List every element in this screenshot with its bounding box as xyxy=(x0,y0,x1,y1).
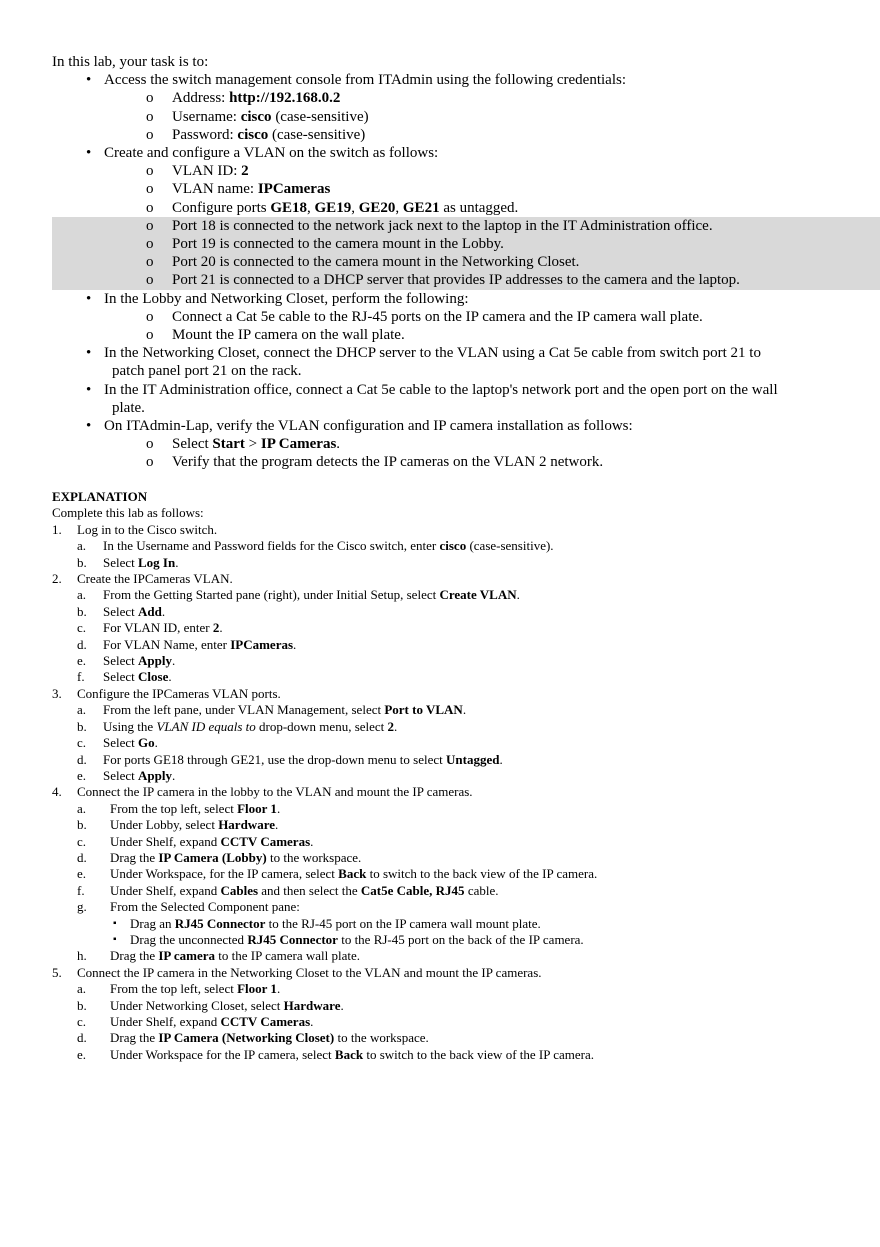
note-text: Port 18 is connected to the network jack next to the laptop in the IT Administration office. xyxy=(172,217,713,234)
substeps xyxy=(77,702,832,784)
sub-bullet: o xyxy=(146,217,154,234)
port18-note xyxy=(52,217,880,235)
text: . xyxy=(462,702,467,718)
separator: , xyxy=(307,199,315,216)
text: From the top left, select xyxy=(110,800,238,816)
step-3 xyxy=(52,686,832,784)
substep xyxy=(52,981,832,997)
note: (case-sensitive) xyxy=(268,126,366,143)
sub-bullet: o xyxy=(146,436,154,453)
sub-bullet: o xyxy=(146,236,154,253)
bold-text: Close xyxy=(138,669,169,685)
vlan-list xyxy=(104,162,832,289)
text: (case-sensitive). xyxy=(466,538,554,554)
bold-text: Back xyxy=(338,866,367,882)
task-item-verify xyxy=(52,417,832,472)
step-text: Create the IPCameras VLAN. xyxy=(77,571,233,587)
substep-letter: d. xyxy=(77,751,87,767)
text: . xyxy=(171,653,176,669)
bold-text: Cat5e Cable, RJ45 xyxy=(360,882,465,898)
bullet: • xyxy=(86,72,92,89)
bullet: • xyxy=(86,418,92,435)
username-value: cisco xyxy=(240,108,272,125)
text: . xyxy=(171,767,176,783)
substep-letter: b. xyxy=(77,997,87,1013)
text: Select xyxy=(103,735,139,751)
text: Drag an xyxy=(130,915,175,931)
substep xyxy=(52,669,832,685)
substep xyxy=(52,555,832,571)
text: . xyxy=(154,735,158,751)
substep xyxy=(52,998,832,1014)
text: Select xyxy=(103,653,139,669)
task-text-cont: plate. xyxy=(112,399,145,416)
vlan-id-value: 2 xyxy=(241,163,249,180)
credentials-list xyxy=(104,89,832,144)
bold-text: Port to VLAN xyxy=(384,702,463,718)
substep-letter: a. xyxy=(77,800,87,816)
step-4 xyxy=(52,784,832,964)
substep-letter: c. xyxy=(77,833,87,849)
text: For ports GE18 through GE21, use the drop-down menu to select xyxy=(103,751,447,767)
step-text: Verify that the program detects the IP cameras on the VLAN 2 network. xyxy=(172,454,604,471)
text: For VLAN Name, enter xyxy=(103,636,231,652)
square-bullet-icon: ▪ xyxy=(113,933,117,945)
sub-bullet: o xyxy=(146,90,154,107)
separator: > xyxy=(244,436,261,453)
label: VLAN ID: xyxy=(172,163,242,180)
text: Select xyxy=(103,669,139,685)
sub-bullet: o xyxy=(146,181,154,198)
bold-text: Log In xyxy=(138,554,176,570)
text: Under Workspace for the IP camera, select xyxy=(110,1046,335,1062)
label: Password: xyxy=(172,126,238,143)
text: Drag the xyxy=(110,849,159,865)
bold-text: Floor 1 xyxy=(237,800,277,816)
substep-letter: c. xyxy=(77,1014,87,1029)
bold-text: Add xyxy=(138,603,162,619)
substep xyxy=(52,899,832,948)
substep xyxy=(52,948,832,964)
substep xyxy=(52,850,832,866)
substeps xyxy=(77,981,832,1063)
text: Under Shelf, expand xyxy=(110,882,221,898)
substep xyxy=(52,637,832,653)
step-5 xyxy=(52,965,832,1063)
step-number: 1. xyxy=(52,521,62,537)
substeps xyxy=(77,801,832,965)
text: . xyxy=(310,1014,314,1029)
text: to the IP camera wall plate. xyxy=(215,948,361,964)
substep-letter: c. xyxy=(77,735,87,751)
label: Configure ports xyxy=(172,199,271,216)
text: Select xyxy=(103,767,139,783)
substep-letter: e. xyxy=(77,866,87,882)
note: (case-sensitive) xyxy=(271,108,369,125)
explanation-section xyxy=(52,489,832,1063)
verify-step xyxy=(52,435,832,453)
substep xyxy=(52,834,832,850)
task-item-dhcp xyxy=(52,344,832,380)
vlan-id xyxy=(52,162,832,180)
sub-bullet: o xyxy=(146,454,154,471)
step-text: Connect the IP camera in the Networking Closet to the VLAN and mount the IP cameras. xyxy=(77,964,542,980)
substep xyxy=(52,768,832,784)
text: to switch to the back view of the IP camera. xyxy=(366,866,598,882)
step-number: 5. xyxy=(52,964,62,980)
sub-bullet: o xyxy=(146,199,154,216)
substeps xyxy=(77,587,832,685)
sub-bullet: o xyxy=(146,108,154,125)
task-text: Access the switch management console from ITAdmin using the following credentials: xyxy=(104,72,626,89)
task-text: In the Lobby and Networking Closet, perform the following: xyxy=(104,290,469,307)
step-text: Connect the IP camera in the lobby to the VLAN and mount the IP cameras. xyxy=(77,784,473,800)
verify-step xyxy=(52,453,832,471)
substep-letter: d. xyxy=(77,636,87,652)
bold-text: Create VLAN xyxy=(439,587,517,603)
explanation-heading: EXPLANATION xyxy=(52,489,148,504)
substep-letter: b. xyxy=(77,603,87,619)
steps-list xyxy=(52,522,832,1063)
substep-letter: d. xyxy=(77,1030,87,1046)
task-item-laptop xyxy=(52,381,832,417)
text: Drag the xyxy=(110,948,159,964)
step-number: 3. xyxy=(52,685,62,701)
verify-list xyxy=(104,435,832,471)
step-number: 4. xyxy=(52,784,62,800)
text: to the RJ-45 port on the IP camera wall mount plate. xyxy=(265,915,541,931)
bold-text: IPCameras xyxy=(230,636,294,652)
text: . xyxy=(293,636,297,652)
bold-text: 2 xyxy=(387,718,395,734)
address-value: http://192.168.0.2 xyxy=(229,90,341,107)
bold-text: Hardware xyxy=(218,817,275,833)
text: . xyxy=(276,981,281,997)
text: . xyxy=(499,751,503,767)
step-number: 2. xyxy=(52,571,62,587)
text: to the RJ-45 port on the back of the IP camera. xyxy=(337,931,584,947)
lobby-list xyxy=(104,308,832,344)
substep-letter: b. xyxy=(77,817,87,833)
substep xyxy=(52,538,832,554)
substep-letter: f. xyxy=(77,669,85,685)
substep xyxy=(52,702,832,718)
bold-text: RJ45 Connector xyxy=(247,931,338,947)
text: and then select the xyxy=(258,882,361,898)
substep xyxy=(52,1047,832,1063)
label: Username: xyxy=(172,108,241,125)
text: . xyxy=(161,603,166,619)
text: For VLAN ID, enter xyxy=(103,620,213,636)
task-list xyxy=(52,71,832,471)
substep-letter: e. xyxy=(77,767,87,783)
bold-text: cisco xyxy=(439,538,467,554)
text: drop-down menu, select xyxy=(255,718,388,734)
text: From the top left, select xyxy=(110,981,238,997)
substep xyxy=(52,653,832,669)
text: to the workspace. xyxy=(334,1030,429,1046)
step-text: Mount the IP camera on the wall plate. xyxy=(172,327,405,344)
bold-text: Floor 1 xyxy=(237,981,277,997)
port-ge19: GE19 xyxy=(314,199,352,216)
bold-text: Apply xyxy=(138,767,172,783)
text: . xyxy=(219,620,223,636)
bold-text: RJ45 Connector xyxy=(174,915,266,931)
italic-text: VLAN ID equals to xyxy=(156,718,256,734)
bold-text: IP Camera (Networking Closet) xyxy=(158,1030,335,1046)
vlan-ports xyxy=(52,199,832,217)
bold-text: Go xyxy=(138,735,155,751)
substep xyxy=(52,801,832,817)
substep xyxy=(52,620,832,636)
task-text: Create and configure a VLAN on the switch as follows: xyxy=(104,145,439,162)
note-text: Port 19 is connected to the camera mount in the Lobby. xyxy=(172,236,504,253)
sub-sub-steps xyxy=(110,916,832,949)
substep-letter: a. xyxy=(77,981,87,997)
separator: , xyxy=(351,199,359,216)
task-text: In the Networking Closet, connect the DHCP server to the VLAN using a Cat 5e cable from switch port 21 to xyxy=(104,345,761,362)
step-2 xyxy=(52,571,832,686)
substep xyxy=(52,817,832,833)
text: . xyxy=(276,800,281,816)
label: VLAN name: xyxy=(172,181,258,198)
text: Select xyxy=(103,554,139,570)
text: . xyxy=(516,587,520,603)
sub-bullet: o xyxy=(146,163,154,180)
credential-address xyxy=(52,89,832,107)
period: . xyxy=(336,436,341,453)
bold-text: Cables xyxy=(220,882,259,898)
text: Select xyxy=(103,603,139,619)
bold-text: Apply xyxy=(138,653,172,669)
substep-letter: h. xyxy=(77,948,87,964)
substep-letter: a. xyxy=(77,702,87,718)
port19-note xyxy=(52,235,880,253)
bold-text: CCTV Cameras xyxy=(220,1014,311,1029)
substep xyxy=(52,866,832,882)
text: From the Selected Component pane: xyxy=(110,899,300,915)
text: Drag the xyxy=(110,1030,159,1046)
step-text: Log in to the Cisco switch. xyxy=(77,521,218,537)
sub-bullet: o xyxy=(146,126,154,143)
vlan-name xyxy=(52,180,832,198)
substep xyxy=(52,752,832,768)
task-item-vlan xyxy=(52,144,832,290)
text: Under Shelf, expand xyxy=(110,833,221,849)
explanation-intro: Complete this lab as follows: xyxy=(52,505,204,521)
start-label: Start xyxy=(212,436,245,453)
text: . xyxy=(275,817,279,833)
task-text: In the IT Administration office, connect a Cat 5e cable to the laptop's network port and the open port on the wall xyxy=(104,381,778,398)
sub-bullet: o xyxy=(146,254,154,271)
task-item-lobby xyxy=(52,290,832,345)
sub-bullet: o xyxy=(146,308,154,325)
task-text: On ITAdmin-Lap, verify the VLAN configuration and IP camera installation as follows: xyxy=(104,418,633,435)
text: Using the xyxy=(103,718,157,734)
port-ge20: GE20 xyxy=(358,199,396,216)
sub-sub-step xyxy=(110,932,832,948)
substep xyxy=(52,1030,832,1046)
password-value: cisco xyxy=(237,126,269,143)
square-bullet-icon: ▪ xyxy=(113,917,117,929)
note-text: Port 20 is connected to the camera mount in the Networking Closet. xyxy=(172,254,580,271)
text: Under Lobby, select xyxy=(110,817,219,833)
separator: , xyxy=(395,199,403,216)
substep-letter: b. xyxy=(77,718,87,734)
task-section xyxy=(52,53,832,472)
lobby-step xyxy=(52,308,832,326)
text: Drag the unconnected xyxy=(130,931,248,947)
text: . xyxy=(168,669,172,685)
step-text: Connect a Cat 5e cable to the RJ-45 ports on the IP camera and the IP camera wall plate. xyxy=(172,308,703,325)
text: Under Shelf, expand xyxy=(110,1014,221,1029)
bold-text: IP Camera (Lobby) xyxy=(158,849,267,865)
port21-note xyxy=(52,271,880,289)
text: . xyxy=(394,718,398,734)
note-text: Port 21 is connected to a DHCP server that provides IP addresses to the camera and the laptop. xyxy=(172,272,740,289)
sub-sub-step xyxy=(110,916,832,932)
ip-cameras-label: IP Cameras xyxy=(260,436,337,453)
sub-bullet: o xyxy=(146,327,154,344)
port20-note xyxy=(52,253,880,271)
credential-password xyxy=(52,126,832,144)
substep-letter: e. xyxy=(77,653,87,669)
substep-letter: c. xyxy=(77,620,87,636)
task-intro: In this lab, your task is to: xyxy=(52,54,209,70)
substep-letter: d. xyxy=(77,849,87,865)
text: From the left pane, under VLAN Management, select xyxy=(103,702,385,718)
text: to switch to the back view of the IP camera. xyxy=(363,1046,595,1062)
bold-text: 2 xyxy=(212,620,220,636)
note: as untagged. xyxy=(439,199,519,216)
credential-username xyxy=(52,108,832,126)
substep xyxy=(52,719,832,735)
sub-bullet: o xyxy=(146,272,154,289)
label: Address: xyxy=(172,90,230,107)
bullet: • xyxy=(86,381,92,398)
substep-letter: g. xyxy=(77,899,87,915)
substep-letter: a. xyxy=(77,587,87,603)
substep xyxy=(52,604,832,620)
text: . xyxy=(175,554,179,570)
bullet: • xyxy=(86,145,92,162)
substep-letter: b. xyxy=(77,554,87,570)
step-text: Configure the IPCameras VLAN ports. xyxy=(77,685,281,701)
substep-letter: a. xyxy=(77,538,87,554)
bold-text: IP camera xyxy=(158,948,216,964)
text: Under Workspace, for the IP camera, select xyxy=(110,866,339,882)
text: . xyxy=(310,833,314,849)
substeps xyxy=(77,538,832,571)
substep xyxy=(52,883,832,899)
step-1 xyxy=(52,522,832,571)
port-ge21: GE21 xyxy=(402,199,440,216)
substep-letter: e. xyxy=(77,1046,87,1062)
bold-text: Back xyxy=(334,1046,364,1062)
substep xyxy=(52,1014,832,1030)
bold-text: Hardware xyxy=(283,997,341,1013)
lobby-step xyxy=(52,326,832,344)
label: Select xyxy=(172,436,213,453)
substep xyxy=(52,735,832,751)
port-ge18: GE18 xyxy=(270,199,308,216)
text: In the Username and Password fields for the Cisco switch, enter xyxy=(103,538,440,554)
text: Under Networking Closet, select xyxy=(110,997,284,1013)
substep xyxy=(52,587,832,603)
text: . xyxy=(340,997,344,1013)
vlan-name-value: IPCameras xyxy=(257,181,331,198)
bold-text: CCTV Cameras xyxy=(220,833,311,849)
bold-text: Untagged xyxy=(446,751,500,767)
task-text-cont: patch panel port 21 on the rack. xyxy=(112,363,302,380)
text: cable. xyxy=(464,882,499,898)
bullet: • xyxy=(86,290,92,307)
task-item-access xyxy=(52,71,832,144)
text: From the Getting Started pane (right), under Initial Setup, select xyxy=(103,587,440,603)
bullet: • xyxy=(86,345,92,362)
substep-letter: f. xyxy=(77,882,85,898)
text: to the workspace. xyxy=(266,849,362,865)
